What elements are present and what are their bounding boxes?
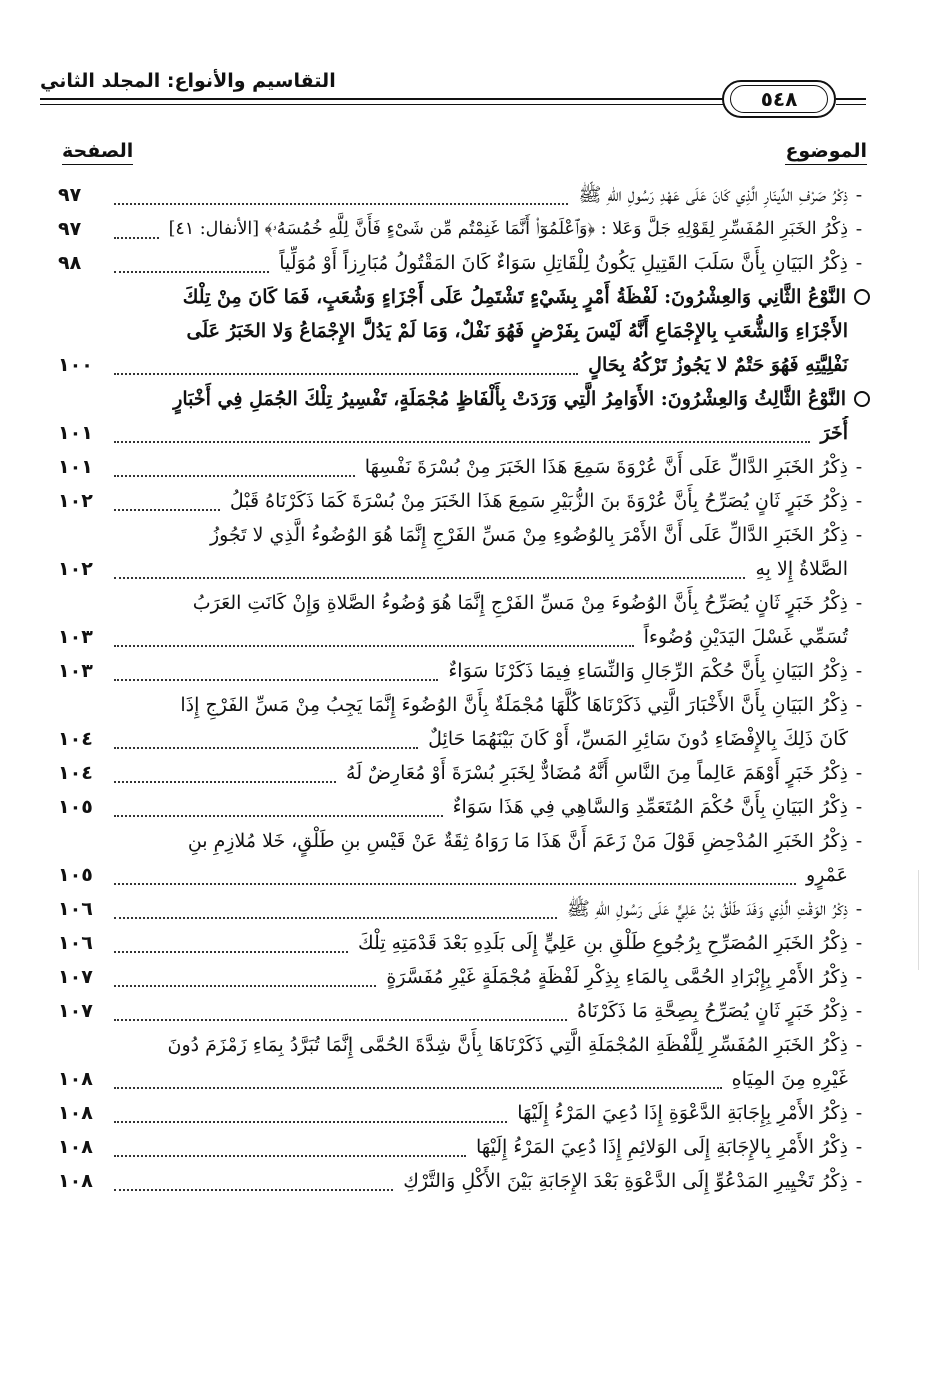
leader-dots [114,780,336,783]
header-rule-right [836,98,866,105]
toc-entry-text: نَفْلِيَّتِهِ فَهُوَ حَتْمٌ لا يَجُوزُ تَرْكُهُ بِحَالٍ [588,354,848,376]
toc-entry-line [58,722,870,756]
toc-page-number: ٩٨ [58,252,82,274]
toc-page-number: ٩٧ [58,218,82,240]
toc-entry [58,382,870,450]
toc-entry [58,1164,870,1198]
toc-page-number: ١٠٣ [58,626,93,648]
dash-bullet: - [855,592,863,614]
leader-dots [114,678,438,681]
toc-entry-line [58,314,870,348]
toc-entry-text: ذِكْرُ الخَبَرِ المُفَسِّرِ لِقَوْلِهِ جَلَّ وَعَلا : ﴿وَٱعْلَمُوٓا۟ أَنَّمَا غَنِمْتُم مِّن شَىْءٍ فَأَنَّ لِلَّهِ خُمُسَهُۥ﴾ [الأنفال: ٤١] [168,219,848,239]
toc-entry-line [58,518,870,552]
toc-entry-text: ذِكْرُ البَيَانِ بِأَنَّ حُكْمَ المُتَعَمِّدِ وَالسَّاهِي فِي هَذَا سَوَاءٌ [452,796,848,818]
column-heading-page: الصفحة [62,140,133,165]
toc-entry-text: النَّوْعُ الثَّالِثُ وَالعِشْرُونَ: الأَوَامِرُ الَّتِي وَرَدَتْ بِأَلْفَاظٍ مُجْمَلَةٍ، تَفْسِيرُ تِلْكَ الجُمَلِ فِي أَخْبَارٍ [173,388,846,410]
toc-page-number: ١٠٢ [58,558,93,580]
leader-dots [114,814,443,817]
table-of-contents [58,178,870,1198]
toc-page-number: ١٠٢ [58,490,93,512]
leader-dots [114,950,348,953]
toc-entry-line [58,824,870,858]
leader-dots [114,1018,567,1021]
toc-entry-text: تُسَمِّي غَسْلَ اليَدَيْنِ وُضُوءاً [643,626,848,648]
leader-dots [114,882,796,885]
toc-page-number: ٩٧ [58,184,82,206]
leader-dots [114,644,634,647]
toc-entry [58,178,870,212]
toc-page-number: ١٠٥ [58,864,93,886]
page-number: ٥٤٨ [730,85,828,113]
toc-entry-text: عَمْرٍو [806,864,848,886]
dash-bullet: - [855,898,863,920]
dash-bullet: - [855,184,863,206]
toc-entry-line [58,586,870,620]
toc-entry-text: الأَجْزَاءِ وَالشُّعَبِ بِالإِجْمَاعِ أَنَّهُ لَيْسَ بِفَرْضٍ فَهُوَ نَفْلٌ، وَمَا لَمْ يَدُلَّ الإِجْمَاعُ وَلا الخَبَرُ عَلَى [186,320,848,342]
dash-bullet: - [855,1102,863,1124]
dash-bullet: - [855,660,863,682]
toc-page-number: ١٠٥ [58,796,93,818]
leader-dots [114,236,159,239]
toc-entry-line [58,858,870,892]
dash-bullet: - [855,694,863,716]
toc-page-number: ١٠٦ [58,932,93,954]
toc-entry [58,586,870,654]
toc-entry-text: الصَّلاةُ إِلا بِهِ [755,558,848,580]
dash-bullet: - [855,830,863,852]
toc-entry-line [58,280,870,314]
dash-bullet: - [855,1170,863,1192]
toc-entry [58,1096,870,1130]
leader-dots [114,1120,507,1123]
toc-entry-text: ذِكْرُ البَيَانِ بِأَنَّ حُكْمَ الرِّجَالِ وَالنِّسَاءِ فِيمَا ذَكَرْنَا سَوَاءٌ [448,660,848,682]
leader-dots [114,1086,722,1089]
toc-page-number: ١٠٣ [58,660,93,682]
toc-entry [58,1130,870,1164]
dash-bullet: - [855,456,863,478]
dash-bullet: - [855,218,863,240]
toc-entry-line [58,178,870,212]
toc-entry-line [58,926,870,960]
toc-entry-text: ذِكْرُ صَرْفِ الدِّينَارِ الَّذِي كَانَ عَلَى عَهْدِ رَسُولِ اللهِ ﷺ [578,184,848,206]
toc-entry-text: ذِكْرُ الخَبَرِ الدَّالِّ عَلَى أَنَّ الأَمْرَ بِالوُضُوءِ مِنْ مَسِّ الفَرْجِ إِنَّمَا هُوَ الوُضُوءُ الَّذِي لا تَجُوزُ [210,524,848,546]
toc-entry-text: ذِكْرُ الخَبَرِ الدَّالِّ عَلَى أَنَّ عُرْوَةَ سَمِعَ هَذَا الخَبَرَ مِنْ بُسْرَةَ نَفْسِهَا [364,456,848,478]
toc-entry-text: ذِكْرُ الخَبَرِ المُدْحِضِ قَوْلَ مَنْ زَعَمَ أَنَّ هَذَا مَا رَوَاهُ ثِقَةٌ عَنْ قَيْسِ بنِ طَلْقٍ، خَلا مُلازِمِ بنِ [187,830,848,852]
toc-entry-line [58,416,870,450]
circle-bullet-icon [854,391,870,407]
leader-dots [114,508,220,511]
toc-entry-line [58,654,870,688]
toc-entry-line [58,1096,870,1130]
toc-entry-text: ذِكْرُ الأَمْرِ بِإِجَابَةِ الدَّعْوَةِ إِذَا دُعِيَ المَرْءُ إِلَيْهَا [517,1102,848,1124]
leader-dots [114,984,376,987]
toc-entry-line [58,1028,870,1062]
toc-entry-text: ذِكْرُ الأَمْرِ بِإِبْرَادِ الحُمَّى بِالمَاءِ بِذِكْرِ لَفْظَةٍ مُجْمَلَةٍ غَيْرِ مُفَسَّرَةٍ [386,966,848,988]
toc-entry [58,892,870,926]
scan-edge-mark [918,870,919,970]
dash-bullet: - [855,966,863,988]
toc-entry [58,790,870,824]
toc-entry [58,926,870,960]
toc-entry [58,518,870,586]
leader-dots [114,372,578,375]
toc-entry-line [58,450,870,484]
leader-dots [114,474,355,477]
toc-page-number: ١٠٧ [58,1000,93,1022]
toc-entry-line [58,212,870,246]
toc-entry-text: ذِكْرُ الوَقْتِ الَّذِي وَفَدَ طَلْقُ بْنُ عَلِيٍّ عَلَى رَسُولِ اللهِ ﷺ [566,898,848,920]
toc-entry-line [58,790,870,824]
toc-entry-text: غَيْرِهِ مِنَ المِيَاهِ [731,1068,848,1090]
toc-entry-line [58,892,870,926]
toc-entry-text: ذِكْرُ البَيَانِ بِأَنَّ سَلَبَ القَتِيلِ يَكُونُ لِلْقَاتِلِ سَوَاءٌ كَانَ المَقْتُولُ مُبَارِزاً أَوْ مُوَلِّياً [279,252,848,274]
toc-entry-text: النَّوْعُ الثَّانِي وَالعِشْرُونَ: لَفْظَةُ أَمْرٍ بِشَيْءٍ تَشْتَمِلُ عَلَى أَجْزَاءٍ وَشُعَبٍ، فَمَا كَانَ مِنْ تِلْكَ [182,286,846,308]
toc-page-number: ١٠١ [58,456,93,478]
toc-entry-line [58,484,870,518]
dash-bullet: - [855,1034,863,1056]
toc-entry-text: ذِكْرُ خَبَرٍ ثَانٍ يُصَرِّحُ بِأَنَّ الوُضُوءَ مِنْ مَسِّ الفَرْجِ إِنَّمَا هُوَ وُضُوءُ الصَّلاةِ وَإِنْ كَانَتِ العَرَبُ [192,592,848,614]
header-rule [40,98,723,105]
toc-entry-line [58,960,870,994]
dash-bullet: - [855,252,863,274]
toc-entry [58,450,870,484]
leader-dots [114,270,269,273]
toc-entry [58,1028,870,1096]
toc-page-number: ١٠٧ [58,966,93,988]
toc-entry-text: ذِكْرُ تَخْيِيرِ المَدْعُوِّ إِلَى الدَّعْوَةِ بَعْدَ الإِجَابَةِ بَيْنَ الأَكْلِ وَالتَّرْكِ [403,1170,848,1192]
leader-dots [114,1154,466,1157]
toc-entry [58,246,870,280]
toc-entry [58,994,870,1028]
toc-entry [58,688,870,756]
toc-entry [58,824,870,892]
toc-page-number: ١٠٠ [58,354,93,376]
dash-bullet: - [855,762,863,784]
toc-entry [58,484,870,518]
toc-page-number: ١٠٨ [58,1102,93,1124]
toc-entry-line [58,382,870,416]
toc-page-number: ١٠٤ [58,762,93,784]
leader-dots [114,916,557,919]
toc-entry-text: ذِكْرُ الخَبَرِ المُفَسِّرِ لِلَّفْظَةِ المُجْمَلَةِ الَّتِي ذَكَرْنَاهَا بِأَنَّ شِدَّةَ الحُمَّى إِنَّمَا تُبَرَّدُ بِمَاءِ زَمْزَمَ دُونَ [167,1034,848,1056]
toc-page-number: ١٠٨ [58,1170,93,1192]
toc-page-number: ١٠١ [58,422,93,444]
leader-dots [114,440,810,443]
toc-entry-line [58,688,870,722]
toc-entry-text: ذِكْرُ الخَبَرِ المُصَرِّحِ بِرُجُوعِ طَلْقِ بنِ عَلِيٍّ إِلَى بَلَدِهِ بَعْدَ قَدْمَتِهِ تِلْكَ [358,932,848,954]
leader-dots [114,576,745,579]
toc-entry [58,960,870,994]
circle-bullet-icon [854,289,870,305]
toc-entry-text: كَانَ ذَلِكَ بِالإِفْضَاءِ دُونَ سَائِرِ المَسِّ، أَوْ كَانَ بَيْنَهُمَا حَائِلٌ [428,728,848,750]
dash-bullet: - [855,932,863,954]
toc-entry-text: ذِكْرُ البَيَانِ بِأَنَّ الأَخْبَارَ الَّتِي ذَكَرْنَاهَا كُلَّهَا مُجْمَلَةٌ بِأَنَّ الوُضُوءَ إِنَّمَا يَجِبُ مِنْ مَسِّ الفَرْجِ إِذَا [180,694,848,716]
running-title: التقاسيم والأنواع: المجلد الثاني [40,70,336,92]
dash-bullet: - [855,490,863,512]
toc-entry-line [58,348,870,382]
dash-bullet: - [855,796,863,818]
toc-entry [58,212,870,246]
toc-entry-line [58,246,870,280]
toc-entry [58,280,870,382]
toc-entry-line [58,994,870,1028]
leader-dots [114,746,418,749]
column-heading-topic: الموضوع [785,140,867,165]
leader-dots [114,1188,393,1191]
toc-entry-line [58,552,870,586]
toc-entry-text: ذِكْرُ الأَمْرِ بِالإِجَابَةِ إِلَى الوَلائِمِ إِذَا دُعِيَ المَرْءُ إِلَيْهَا [475,1136,848,1158]
toc-entry [58,654,870,688]
dash-bullet: - [855,1136,863,1158]
toc-entry-line [58,1062,870,1096]
toc-entry-text: أُخَرَ [820,422,848,444]
toc-page-number: ١٠٤ [58,728,93,750]
toc-entry-line [58,1130,870,1164]
toc-entry-text: ذِكْرُ خَبَرٍ أَوْهَمَ عَالِماً مِنَ النَّاسِ أَنَّهُ مُضَادٌّ لِخَبَرِ بُسْرَةَ أَوْ مُعَارِضٌ لَهُ [346,762,848,784]
dash-bullet: - [855,1000,863,1022]
toc-entry-line [58,756,870,790]
dash-bullet: - [855,524,863,546]
toc-entry-line [58,1164,870,1198]
toc-entry [58,756,870,790]
toc-entry-line [58,620,870,654]
toc-page-number: ١٠٨ [58,1068,93,1090]
page-number-frame [722,80,836,118]
toc-entry-text: ذِكْرُ خَبَرٍ ثَانٍ يُصَرِّحُ بِأَنَّ عُرْوَةَ بنَ الزُّبَيْرِ سَمِعَ هَذَا الخَبَرَ مِنْ بُسْرَةَ كَمَا ذَكَرْنَاهُ قَبْلُ [229,490,848,512]
toc-page-number: ١٠٨ [58,1136,93,1158]
toc-page-number: ١٠٦ [58,898,93,920]
toc-entry-text: ذِكْرُ خَبَرٍ ثَانٍ يُصَرِّحُ بِصِحَّةِ مَا ذَكَرْنَاهُ [577,1000,848,1022]
leader-dots [114,202,568,205]
